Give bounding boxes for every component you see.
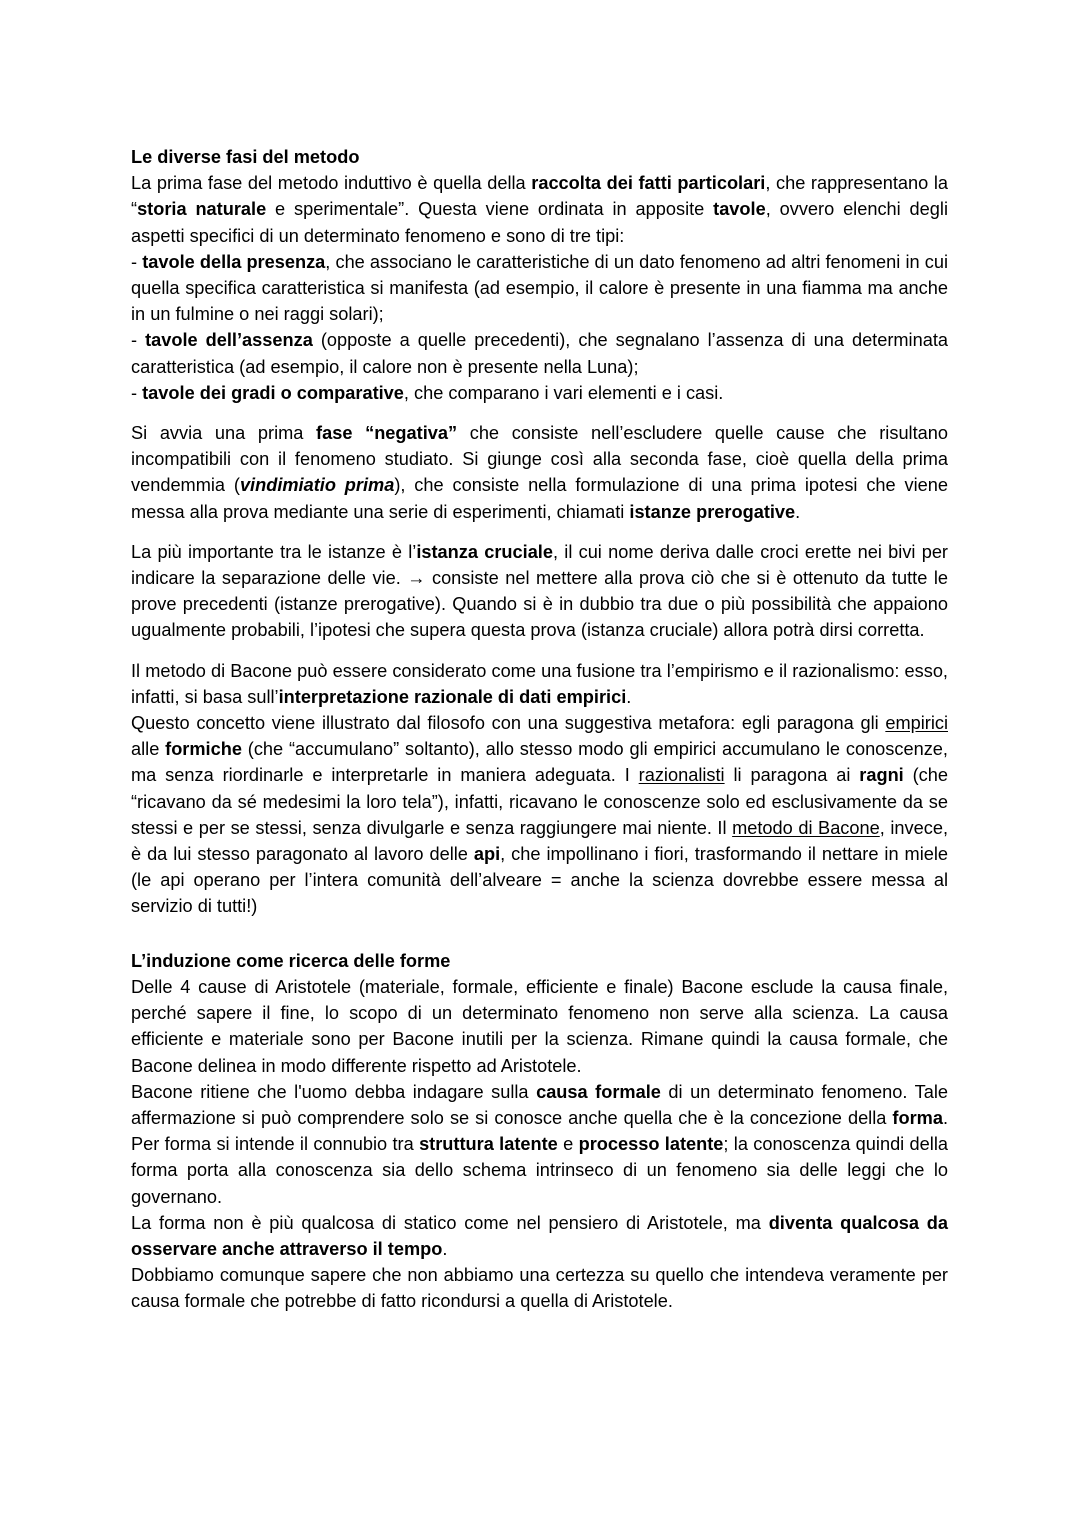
text-run: , invece, è da lui stesso paragonato al lavoro delle: [131, 817, 948, 865]
section-heading-fasi: Le diverse fasi del metodo: [131, 147, 360, 167]
text-run: , che comparano i vari elementi e i casi.: [403, 382, 724, 403]
text-run: . Per forma si intende il connubio tra: [131, 1107, 948, 1155]
text-run: Il metodo di Bacone può essere considerato come una fusione tra l’empirismo e il razionalismo: esso, infatti, si basa sull’: [131, 660, 948, 707]
section-heading-induzione: L’induzione come ricerca delle forme: [131, 950, 451, 971]
paragraph-metodo-fusione: [131, 658, 948, 710]
bold-text: tavole della presenza: [142, 251, 326, 272]
list-item-tavole-gradi: [131, 380, 948, 406]
text-run: Bacone ritiene che l'uomo debba indagare sulla: [131, 1081, 537, 1102]
list-item-tavole-assenza: [131, 327, 948, 379]
underlined-text: empirici: [885, 713, 948, 734]
text-run: , che rappresentano la “: [131, 173, 948, 220]
bold-text: storia naturale: [137, 199, 267, 220]
text-run: La forma non è più qualcosa di statico come nel pensiero di Aristotele, ma: [131, 1212, 769, 1233]
bold-text: interpretazione razionale di dati empirici: [278, 686, 627, 707]
text-run: .: [795, 501, 801, 522]
list-item-tavole-presenza: [131, 249, 948, 328]
text-run: , che impollinano i fiori, trasformando il nettare in miele (le api operano per l’intera comunità dell’alveare = anche la scienza dovrebbe essere messa al servizio di tutti!): [131, 844, 949, 917]
bold-text: ragni: [859, 765, 904, 786]
underlined-text: razionalisti: [638, 765, 725, 786]
text-run: .: [626, 686, 632, 707]
bold-italic-text: vindimiatio prima: [239, 475, 395, 496]
bold-text: tavole: [713, 199, 766, 220]
paragraph-metafora: [131, 710, 948, 920]
spacer: [131, 525, 948, 539]
text-run: , che associano le caratteristiche di un dato fenomeno ad altri fenomeni in cui quella specifica caratteristica si manifesta (ad esempio, il calore è presente in una fiamma ma anche in un fulmine o nei raggi solari);: [131, 251, 948, 325]
text-run: .: [442, 1238, 448, 1259]
text-run: li paragona ai: [724, 765, 860, 786]
text-run: Si avvia una prima: [131, 423, 317, 444]
text-run: (che “ricavano da sé medesimi la loro tela”), infatti, ricavano le conoscenze solo ed esclusivamente da se stessi e per se stessi, senza divulgarle e senza raggiungere mai niente. Il: [131, 765, 949, 838]
text-run: La più importante tra le istanze è l’: [131, 541, 417, 562]
list-bullet: -: [131, 330, 146, 351]
bold-text: diventa qualcosa da osservare anche attraverso il tempo: [131, 1212, 948, 1259]
bold-text: raccolta dei fatti particolari: [531, 173, 766, 194]
paragraph-cause-aristotele: Delle 4 cause di Aristotele (materiale, formale, efficiente e finale) Bacone esclude la causa finale, perché sapere il fine, lo scopo di un determinato fenomeno non serve alla scienza. La causa efficiente e materiale sono per Bacone inutili per la scienza. Rimane quindi la causa formale, che Bacone delinea in modo differente rispetto ad Aristotele.: [131, 976, 948, 1076]
bold-text: fase “negativa”: [316, 423, 458, 444]
bold-text: struttura latente: [419, 1134, 558, 1155]
bold-text: processo latente: [578, 1134, 724, 1155]
document-body: [131, 144, 948, 1315]
paragraph-causa-formale: [131, 1079, 948, 1210]
bold-text: causa formale: [536, 1081, 661, 1102]
text-run: e: [557, 1134, 579, 1155]
text-run: Questo concetto viene illustrato dal filosofo con una suggestiva metafora: egli paragona gli: [131, 713, 886, 734]
paragraph-certezza: Dobbiamo comunque sapere che non abbiamo una certezza su quello che intendeva veramente per causa formale che potrebbe di fatto ricondursi a quella di Aristotele.: [131, 1265, 948, 1312]
text-run: ; la conoscenza quindi della forma porta alla conoscenza sia dello schema intrinseco di un fenomeno sia delle leggi che lo governano.: [131, 1134, 948, 1207]
text-run: di un determinato fenomeno. Tale affermazione si può comprendere solo se si conosce anche quella che è la concezione della: [131, 1081, 948, 1128]
text-run: La prima fase del metodo induttivo è quella della: [131, 173, 532, 194]
bold-text: istanze prerogative: [629, 501, 796, 522]
text-run: (che “accumulano” soltanto), allo stesso modo gli empirici accumulano le conoscenze, ma senza riordinarle e interpretarle in maniera adeguata. I: [131, 739, 948, 786]
text-run: e sperimentale”. Questa viene ordinata in apposite: [266, 199, 714, 220]
bold-text: formiche: [165, 739, 242, 760]
paragraph-raccolta-fatti: [131, 170, 948, 249]
paragraph-istanza-cruciale: [131, 539, 948, 644]
underlined-text: metodo di Bacone: [732, 817, 880, 838]
list-bullet: -: [131, 382, 143, 403]
spacer: [131, 920, 948, 948]
paragraph-forma-dinamica: [131, 1210, 948, 1262]
list-bullet: -: [131, 251, 143, 272]
bold-text: tavole dei gradi o comparative: [142, 382, 404, 403]
text-run: , il cui nome deriva dalle croci erette nei bivi per indicare la separazione delle vie. → consiste nel mettere alla prova ciò che si è ottenuto da tutte le prove precedenti (istanze prerogative). Quando si è in dubbio tra due o più possibilità che appaiono ugualmente probabili, l’ipotesi che supera questa prova (istanza cruciale) allora potrà dirsi corretta.: [131, 541, 948, 641]
text-run: , ovvero elenchi degli aspetti specifici di un determinato fenomeno e sono di tre tipi:: [131, 199, 948, 246]
bold-text: tavole dell’assenza: [145, 330, 313, 351]
paragraph-fase-negativa: [131, 420, 948, 525]
text-run: ), che consiste nella formulazione di una prima ipotesi che viene messa alla prova mediante una serie di esperimenti, chiamati: [131, 475, 948, 522]
bold-text: api: [473, 844, 501, 865]
text-run: che consiste nell’escludere quelle cause che risultano incompatibili con il fenomeno studiato. Si giunge così alla seconda fase, cioè quella della prima vendemmia (: [131, 423, 948, 496]
bold-text: istanza cruciale: [416, 541, 553, 562]
spacer: [131, 644, 948, 658]
text-run: alle: [131, 739, 166, 760]
spacer: [131, 406, 948, 420]
text-run: (opposte a quelle precedenti), che segnalano l’assenza di una determinata caratteristica (ad esempio, il calore non è presente nella Luna);: [131, 330, 948, 377]
bold-text: forma: [892, 1107, 943, 1128]
